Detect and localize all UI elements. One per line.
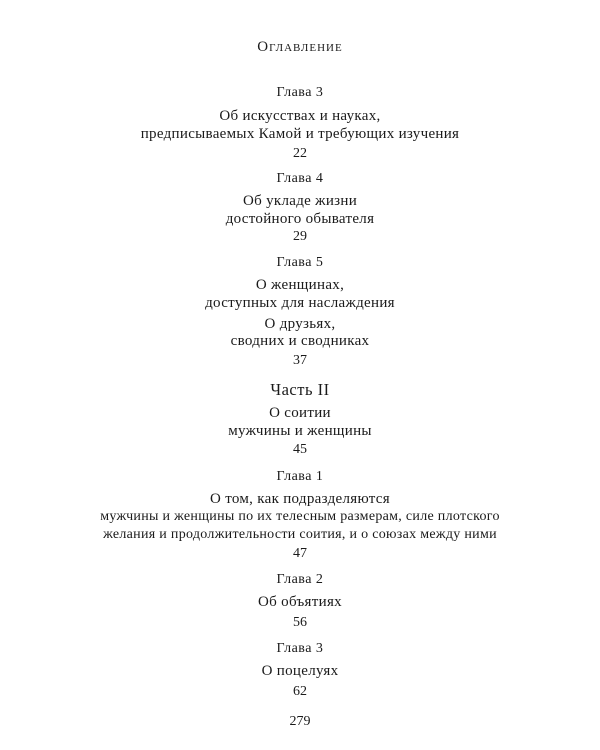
entry-title-line: мужчины и женщины [228, 423, 372, 439]
page-number: 47 [293, 546, 307, 561]
entry-title-line: Об объятиях [258, 594, 342, 610]
page-number: 29 [293, 229, 307, 244]
entry-title-line: Об укладе жизни [242, 193, 358, 209]
chapter-label: Глава 4 [276, 171, 324, 186]
folio-page-number: 279 [289, 714, 311, 729]
entry-title-line: предписываемых Камой и требующих изучения [140, 126, 460, 142]
entry-title-line: желания и продолжительности соития, и о союзах между ними [103, 527, 497, 542]
entry-title-line: доступных для наслаждения [205, 295, 395, 311]
page-number: 56 [293, 615, 307, 630]
entry-title-line: сводних и сводниках [230, 333, 370, 349]
chapter-label: Глава 5 [276, 255, 324, 270]
toc-heading: Оглавление [257, 39, 343, 55]
chapter-label: Глава 3 [276, 641, 324, 656]
chapter-label: Глава 2 [276, 572, 324, 587]
entry-title-line: Об искусствах и науках, [219, 108, 381, 124]
entry-title-line: О друзьях, [264, 316, 336, 332]
entry-title-line: достойного обывателя [225, 211, 375, 227]
entry-title-line: О соитии [269, 405, 331, 421]
entry-title-line: мужчины и женщины по их телесным размерам, силе плотского [100, 509, 500, 524]
page-number: 22 [293, 146, 307, 161]
page-number: 45 [293, 442, 307, 457]
chapter-label: Глава 1 [276, 469, 324, 484]
page-number: 37 [293, 353, 307, 368]
page-number: 62 [293, 684, 307, 699]
part-label: Часть II [270, 380, 330, 399]
entry-title-line: О поцелуях [261, 663, 339, 679]
chapter-label: Глава 3 [276, 85, 324, 100]
entry-title-line: О том, как подразделяются [210, 491, 390, 507]
entry-title-line: О женщинах, [255, 277, 345, 293]
